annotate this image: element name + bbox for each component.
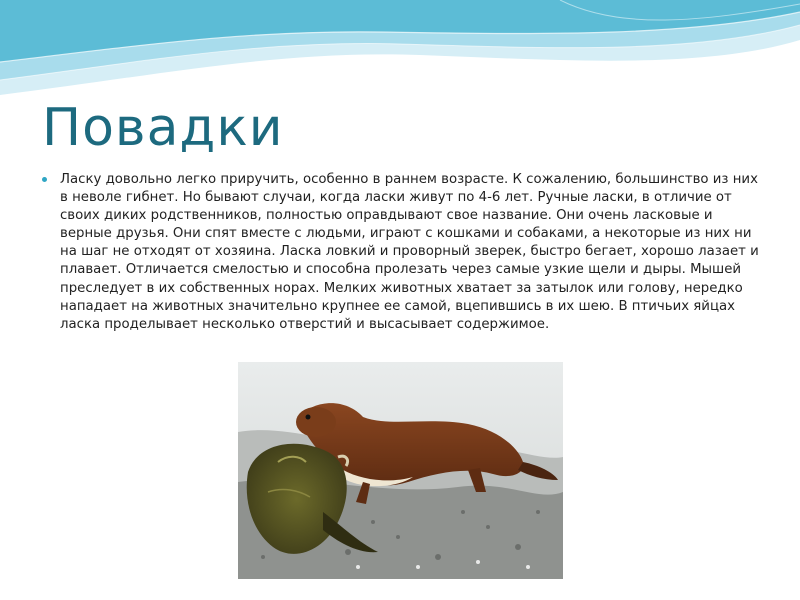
body-paragraph: Ласку довольно легко приручить, особенно в раннем возрасте. К сожалению, большинство из них в неволе гибнет. Но бывают случаи, когда ласки живут по 4-6 лет. Ручные ласки, в отличие от своих диких родственников, полностью оправдывают свое название. Они очень ласковые и верные друзья. Они спят вместе с людьми, играют с кошками и собаками, а некоторые из них ни на шаг не отходят от хозяина. Ласка ловкий и проворный зверек, быстро бегает, хорошо лазает и плавает. Отличается смелостью и способна пролезать через самые узкие щели и дыры. Мышей преследует в их собственных норах. Мелких животных хватает за затылок или голову, нередко нападает на животных значительно крупнее ее самой, вцепившись в их шею. В птичьих яйцах ласка проделывает несколько отверстий и высасывает содержимое. — [60, 172, 759, 332]
slide-title: Повадки — [42, 98, 284, 158]
round-bullet-icon — [42, 177, 47, 182]
wave-header-decoration — [0, 0, 800, 110]
body-text-block — [46, 171, 766, 334]
weasel-photo — [238, 362, 563, 579]
